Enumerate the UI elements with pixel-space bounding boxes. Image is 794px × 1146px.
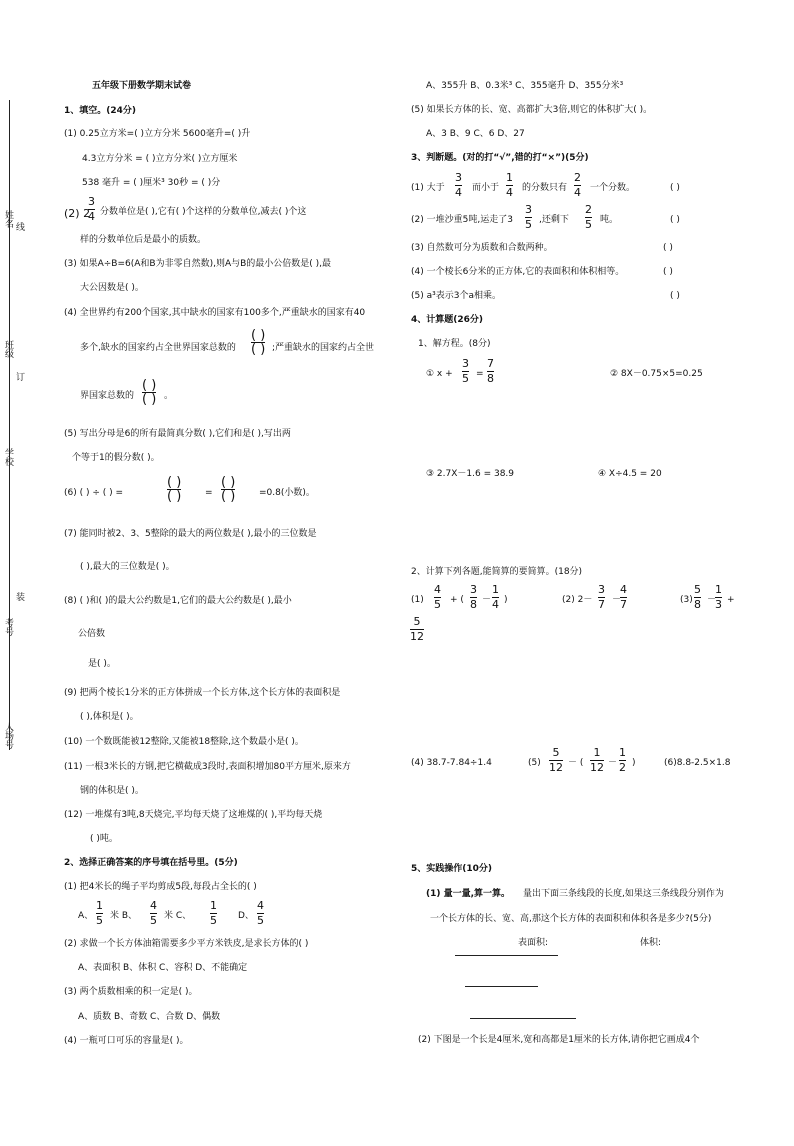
fraction-1-12: 1 12 bbox=[590, 746, 604, 774]
q3-line1: (3) 如果A÷B=6(A和B为非零自然数),则A与B的最小公倍数是( ),最 bbox=[64, 259, 332, 269]
section3-heading: 3、判断题。(对的打“√”,错的打“×”)(5分) bbox=[411, 153, 589, 163]
q12-line2: ( )吨。 bbox=[90, 834, 118, 844]
choice1-opt-d: D、 bbox=[238, 911, 254, 921]
judge1-c: 的分数只有 bbox=[522, 183, 568, 193]
q1-line3: 538 毫升 = ( )厘米³ 30秒 = ( )分 bbox=[82, 178, 221, 188]
calc6: (6)8.8-2.5×1.8 bbox=[664, 758, 731, 768]
practice2-line: (2) 下图是一个长是4厘米,宽和高都是1厘米的长方体,请你把它画成4个 bbox=[418, 1035, 700, 1045]
judge2-c: 吨。 bbox=[600, 215, 619, 225]
calc1-b: + ( bbox=[450, 595, 464, 605]
margin-line-label: 线 bbox=[14, 222, 24, 231]
fraction-blank-4[interactable]: ( ) ( ) bbox=[221, 475, 236, 504]
q4-line1: (4) 全世界约有200个国家,其中缺水的国家有100多个,严重缺水的国家有40 bbox=[64, 308, 366, 318]
judge1-b: 而小于 bbox=[472, 183, 500, 193]
fraction-3-5b: 3 5 bbox=[462, 357, 469, 385]
q6-pre: (6) ( ) ÷ ( ) = bbox=[64, 488, 124, 498]
choice2-options: A、表面积 B、体积 C、容积 D、不能确定 bbox=[78, 963, 248, 973]
judge1-paren[interactable]: ( ) bbox=[670, 183, 680, 193]
section2-heading: 2、选择正确答案的序号填在括号里。(5分) bbox=[64, 858, 238, 868]
judge2-paren[interactable]: ( ) bbox=[670, 215, 680, 225]
calc1-c: － bbox=[482, 595, 492, 605]
fraction-1-4: 1 4 bbox=[506, 171, 513, 199]
choice2-question: (2) 求做一个长方体油箱需要多少平方米铁皮,是求长方体的( ) bbox=[64, 939, 309, 949]
fraction-4-5: 4 5 bbox=[150, 899, 157, 927]
calc1-d: ) bbox=[504, 595, 508, 605]
judge4-paren[interactable]: ( ) bbox=[663, 267, 673, 277]
margin-name-label: 姓名 bbox=[3, 210, 13, 228]
q7-line1: (7) 能同时被2、3、5整除的最大的两位数是( ),最小的三位数是 bbox=[64, 529, 317, 539]
q9-line1: (9) 把两个棱长1分米的正方体拼成一个长方体,这个长方体的表面积是 bbox=[64, 688, 341, 698]
binding-line bbox=[9, 100, 10, 750]
fraction-5-8: 5 8 bbox=[694, 583, 701, 611]
q8-line2: 公倍数 bbox=[78, 629, 106, 639]
q1-line1: (1) 0.25立方米=( )立方分米 5600毫升=( )升 bbox=[64, 129, 251, 139]
choice4-question: (4) 一瓶可口可乐的容量是( )。 bbox=[64, 1036, 189, 1046]
eq4: ④ X÷4.5 = 20 bbox=[598, 469, 662, 479]
calc1-a: (1) bbox=[411, 595, 424, 605]
section4-heading: 4、计算题(26分) bbox=[411, 315, 484, 325]
calc-heading: 2、计算下列各题,能简算的要简算。(18分) bbox=[411, 567, 583, 577]
q1-line2: 4.3立方分米 = ( )立方分米( )立方厘米 bbox=[82, 154, 238, 164]
eq1-b: = bbox=[476, 369, 484, 379]
q2-prefix: (2) 2 bbox=[64, 207, 91, 220]
fraction-blank-1[interactable]: ( ) ( ) bbox=[251, 328, 266, 357]
calc3-a: (3) bbox=[680, 595, 693, 605]
judge3-paren[interactable]: ( ) bbox=[663, 243, 673, 253]
judge3-text: (3) 自然数可分为质数和合数两种。 bbox=[411, 243, 553, 253]
margin-examno-label: 考号 bbox=[3, 618, 13, 636]
q8-line1: (8) ( )和( )的最大公约数是1,它们的最大公约数是( ),最小 bbox=[64, 596, 292, 606]
equations-heading: 1、解方程。(8分) bbox=[418, 339, 491, 349]
q12-line1: (12) 一堆煤有3吨,8天烧完,平均每天烧了这堆煤的( ),平均每天烧 bbox=[64, 810, 323, 820]
q4-line3-post: 。 bbox=[164, 391, 174, 401]
fraction-2-4: 2 4 bbox=[574, 171, 581, 199]
q4-line3-pre: 界国家总数的 bbox=[80, 391, 135, 401]
area-label: 表面积: bbox=[518, 938, 549, 948]
choice5-question: (5) 如果长方体的长、宽、高都扩大3倍,则它的体积扩大( )。 bbox=[411, 105, 653, 115]
fraction-1-5b: 1 5 bbox=[210, 899, 217, 927]
q11-line1: (11) 一根3米长的方钢,把它横截成3段时,表面积增加80平方厘米,原来方 bbox=[64, 762, 351, 772]
q9-line2: ( ),体积是( )。 bbox=[80, 712, 139, 722]
q2-line1: 分数单位是( ),它有( )个这样的分数单位,减去( )个这 bbox=[100, 207, 307, 217]
q7-line2: ( ),最大的三位数是( )。 bbox=[80, 562, 175, 572]
judge1-a: (1) 大于 bbox=[411, 183, 445, 193]
judge5-text: (5) a³表示3个a相乘。 bbox=[411, 291, 501, 301]
choice1-question: (1) 把4米长的绳子平均剪成5段,每段占全长的( ) bbox=[64, 882, 257, 892]
choice1-opt-a: A、 bbox=[78, 911, 94, 921]
q10-line: (10) 一个数既能被12整除,又能被18整除,这个数最小是( )。 bbox=[64, 737, 304, 747]
calc2-a: (2) 2－ bbox=[562, 595, 593, 605]
q2-line2: 样的分数单位后是最小的质数。 bbox=[80, 235, 207, 245]
q4-line2-pre: 多个,缺水的国家约占全世界国家总数的 bbox=[80, 343, 236, 353]
fraction-1-2: 1 2 bbox=[619, 746, 626, 774]
judge2-b: ,还剩下 bbox=[539, 215, 569, 225]
practice1-line2: 一个长方体的长、宽、高,那这个长方体的表面积和体积各是多少?(5分) bbox=[430, 914, 712, 924]
margin-class-label: 班级 bbox=[3, 340, 13, 358]
calc5-b: － ( bbox=[568, 758, 584, 768]
fraction-4-7: 4 7 bbox=[620, 583, 627, 611]
q4-line2-post: ;严重缺水的国家约占全世 bbox=[272, 343, 375, 353]
calc5-d: ) bbox=[632, 758, 636, 768]
fraction-3-8: 3 8 bbox=[470, 583, 477, 611]
judge4-text: (4) 一个棱长6分米的正方体,它的表面积和体积相等。 bbox=[411, 267, 625, 277]
judge1-d: 一个分数。 bbox=[590, 183, 636, 193]
calc5-c: － bbox=[608, 758, 618, 768]
practice1-bold: (1) 量一量,算一算。 bbox=[426, 889, 511, 899]
fraction-3-5: 3 5 bbox=[525, 203, 532, 231]
fraction-blank-3[interactable]: ( ) ( ) bbox=[167, 475, 182, 504]
practice1-rest: 量出下面三条线段的长度,如果这三条线段分别作为 bbox=[523, 889, 724, 899]
choice1-opt-c: 米 C、 bbox=[164, 911, 192, 921]
fraction-7-8: 7 8 bbox=[487, 357, 494, 385]
calc3-b: － bbox=[707, 595, 717, 605]
fraction-3-4b: 3 4 bbox=[455, 171, 462, 199]
fraction-5-12b: 5 12 bbox=[549, 746, 563, 774]
q3-line2: 大公因数是( )。 bbox=[80, 283, 144, 293]
fraction-4-5b: 4 5 bbox=[257, 899, 264, 927]
margin-ding-label: 订 bbox=[14, 372, 24, 381]
calc2-b: － bbox=[612, 595, 622, 605]
fraction-3-7: 3 7 bbox=[598, 583, 605, 611]
eq3: ③ 2.7X－1.6 = 38.9 bbox=[426, 469, 515, 479]
choice4-options: A、355升 B、0.3米³ C、355毫升 D、355分米³ bbox=[426, 81, 624, 91]
fraction-2-5: 2 5 bbox=[585, 203, 592, 231]
section1-heading: 1、填空。(24分) bbox=[64, 106, 137, 116]
margin-kaohao-label: 人场号 bbox=[3, 722, 13, 749]
choice3-question: (3) 两个质数相乘的积一定是( )。 bbox=[64, 987, 198, 997]
q6-equals: = bbox=[205, 488, 213, 498]
eq1-a: ① x + bbox=[426, 369, 453, 379]
section5-heading: 5、实践操作(10分) bbox=[411, 864, 493, 874]
margin-school-label: 学校 bbox=[3, 448, 13, 466]
fraction-5-12: 5 12 bbox=[410, 615, 424, 643]
fraction-blank-2[interactable]: ( ) ( ) bbox=[142, 378, 157, 407]
segment-long bbox=[455, 955, 558, 956]
margin-zhuang-label: 装 bbox=[14, 592, 24, 601]
q6-post: =0.8(小数)。 bbox=[259, 488, 315, 498]
choice3-options: A、质数 B、奇数 C、合数 D、偶数 bbox=[78, 1012, 221, 1022]
q5-line2: 个等于1的假分数( )。 bbox=[72, 453, 160, 463]
calc3-c: + bbox=[727, 595, 735, 605]
fraction-3-4: 3 4 bbox=[88, 195, 95, 223]
judge5-paren[interactable]: ( ) bbox=[670, 291, 680, 301]
segment-mid bbox=[470, 1018, 576, 1019]
fraction-1-5: 1 5 bbox=[96, 899, 103, 927]
choice1-opt-b: 米 B、 bbox=[110, 911, 138, 921]
fraction-1-4b: 1 4 bbox=[492, 583, 499, 611]
fraction-4-5c: 4 5 bbox=[434, 583, 441, 611]
volume-label: 体积: bbox=[640, 938, 662, 948]
q5-line1: (5) 写出分母是6的所有最简真分数( ),它们和是( ),写出两 bbox=[64, 429, 291, 439]
segment-short bbox=[465, 986, 538, 987]
q8-line3: 是( )。 bbox=[88, 659, 116, 669]
judge2-a: (2) 一堆沙重5吨,运走了3 bbox=[411, 215, 513, 225]
choice5-options: A、3 B、9 C、6 D、27 bbox=[426, 129, 525, 139]
calc5-a: (5) bbox=[528, 758, 541, 768]
eq2: ② 8X－0.75×5=0.25 bbox=[610, 369, 703, 379]
calc4: (4) 38.7-7.84÷1.4 bbox=[411, 758, 492, 768]
q11-line2: 钢的体积是( )。 bbox=[80, 786, 144, 796]
fraction-1-3: 1 3 bbox=[715, 583, 722, 611]
page-title: 五年级下册数学期末试卷 bbox=[92, 81, 192, 91]
